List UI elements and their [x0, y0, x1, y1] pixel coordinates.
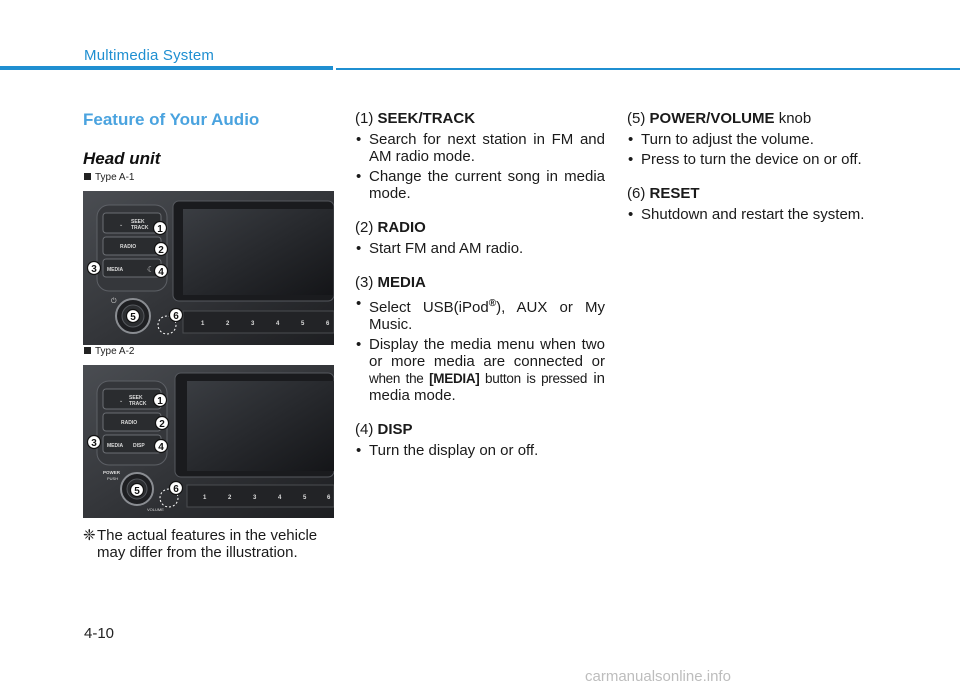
item-name: POWER/VOLUME — [649, 110, 775, 127]
square-bullet-icon — [84, 173, 91, 180]
svg-text:⌄: ⌄ — [119, 398, 124, 404]
item-name: RESET — [649, 185, 700, 202]
callout-3: 3 — [91, 264, 97, 275]
seek-label: SEEK — [131, 219, 145, 225]
callout-6: 6 — [173, 311, 179, 322]
feature-list-column-3 — [627, 110, 879, 240]
callout-3: 3 — [91, 438, 97, 449]
page-number: 4-10 — [84, 625, 115, 642]
type-label-text: Type A-2 — [95, 346, 135, 357]
preset-5-label: 5 — [303, 495, 307, 501]
callout-5: 5 — [130, 312, 136, 323]
item-name: RADIO — [377, 219, 426, 236]
item-2-bullets — [355, 240, 605, 257]
header-rule-thick — [0, 66, 333, 70]
item-3-heading — [355, 274, 605, 291]
list-item: • Turn the display on or off. — [355, 442, 605, 459]
list-item: • Search for next station in FM and AM radio mode. — [355, 131, 605, 165]
item-1-heading — [355, 110, 605, 127]
list-item: • Shutdown and restart the system. — [627, 206, 879, 223]
power-label: POWER — [103, 470, 121, 475]
preset-4-label: 4 — [276, 321, 280, 327]
list-item — [355, 295, 605, 333]
callout-1: 1 — [157, 396, 163, 407]
preset-5-label: 5 — [301, 321, 305, 327]
item-name: MEDIA — [377, 274, 426, 291]
subsection-title: Head unit — [83, 149, 161, 168]
preset-2-label: 2 — [228, 495, 232, 501]
type-label-text: Type A-1 — [95, 172, 135, 183]
preset-2-label: 2 — [226, 321, 230, 327]
preset-6-label: 6 — [327, 495, 331, 501]
callout-6: 6 — [173, 484, 179, 495]
item-6-bullets — [627, 206, 879, 223]
media-key-label: [MEDIA] — [429, 371, 480, 386]
list-item: • Change the current song in media mode. — [355, 168, 605, 202]
push-label: PUSH — [107, 476, 119, 481]
item-number: (1) — [355, 110, 374, 127]
text-run: Display the media menu when two or more media are connected or — [369, 336, 605, 370]
preset-1-label: 1 — [203, 495, 207, 501]
preset-3-label: 3 — [253, 495, 257, 501]
callout-4: 4 — [158, 442, 164, 453]
illustration-note — [83, 527, 335, 561]
seek-label: SEEK — [129, 395, 143, 401]
item-number: (3) — [355, 274, 374, 291]
volume-label: VOLUME — [147, 507, 164, 512]
callout-1: 1 — [157, 224, 163, 235]
item-1-bullets — [355, 131, 605, 202]
list-item: • Start FM and AM radio. — [355, 240, 605, 257]
item-5-bullets — [627, 131, 879, 168]
power-icon: ⏻ — [111, 298, 117, 305]
item-4-bullets — [355, 442, 605, 459]
preset-3-label: 3 — [251, 321, 255, 327]
item-name: SEEK/TRACK — [377, 110, 476, 127]
item-suffix: knob — [774, 110, 812, 127]
head-unit-image-type-a1 — [83, 191, 334, 345]
watermark: carmanualsonline.info — [585, 668, 731, 685]
head-unit-illustration — [83, 365, 334, 518]
head-unit-illustration — [83, 191, 334, 345]
text-run: in media mode. — [369, 370, 605, 404]
item-3-bullets — [355, 295, 605, 404]
item-name: DISP — [377, 421, 413, 438]
callout-2: 2 — [159, 419, 165, 430]
note-mark-icon: ❈ — [83, 527, 96, 544]
list-item: • Press to turn the device on or off. — [627, 151, 879, 168]
header-rule-thin — [336, 68, 960, 70]
item-number: (6) — [627, 185, 646, 202]
head-unit-image-type-a2 — [83, 365, 334, 518]
track-label: TRACK — [131, 225, 149, 231]
moon-icon: ☾ — [147, 265, 155, 274]
callout-4: 4 — [158, 267, 164, 278]
registered-mark: ® — [488, 298, 497, 309]
header-title: Multimedia System — [84, 47, 215, 64]
preset-1-label: 1 — [201, 321, 205, 327]
section-title: Feature of Your Audio — [83, 110, 260, 129]
item-number: (4) — [355, 421, 374, 438]
item-5-heading — [627, 110, 879, 127]
preset-4-label: 4 — [278, 495, 282, 501]
type-a2-label — [84, 346, 134, 357]
note-line-2: may differ from the illustration. — [97, 544, 298, 561]
media-label: MEDIA — [107, 267, 124, 273]
item-number: (2) — [355, 219, 374, 236]
radio-label: RADIO — [120, 244, 137, 250]
text-run: ), AUX or My Music. — [369, 299, 606, 333]
disp-label: DISP — [133, 443, 145, 449]
item-4-heading — [355, 421, 605, 438]
item-number: (5) — [627, 110, 646, 127]
radio-label: RADIO — [121, 420, 138, 426]
item-6-heading — [627, 185, 879, 202]
text-run: Select USB(iPod — [369, 299, 489, 316]
list-item: • Turn to adjust the volume. — [627, 131, 879, 148]
text-run: when the — [369, 371, 430, 386]
feature-list-column-2 — [355, 110, 605, 476]
text-run: button is pressed — [479, 371, 588, 386]
list-item — [355, 336, 605, 404]
item-2-heading — [355, 219, 605, 236]
track-label: TRACK — [129, 401, 147, 407]
svg-text:⌄: ⌄ — [119, 222, 124, 228]
preset-6-label: 6 — [326, 321, 330, 327]
square-bullet-icon — [84, 347, 91, 354]
callout-2: 2 — [158, 245, 164, 256]
note-line-1: The actual features in the vehicle — [97, 527, 318, 544]
media-label: MEDIA — [107, 443, 124, 449]
callout-5: 5 — [134, 486, 140, 497]
type-a1-label — [84, 172, 134, 183]
